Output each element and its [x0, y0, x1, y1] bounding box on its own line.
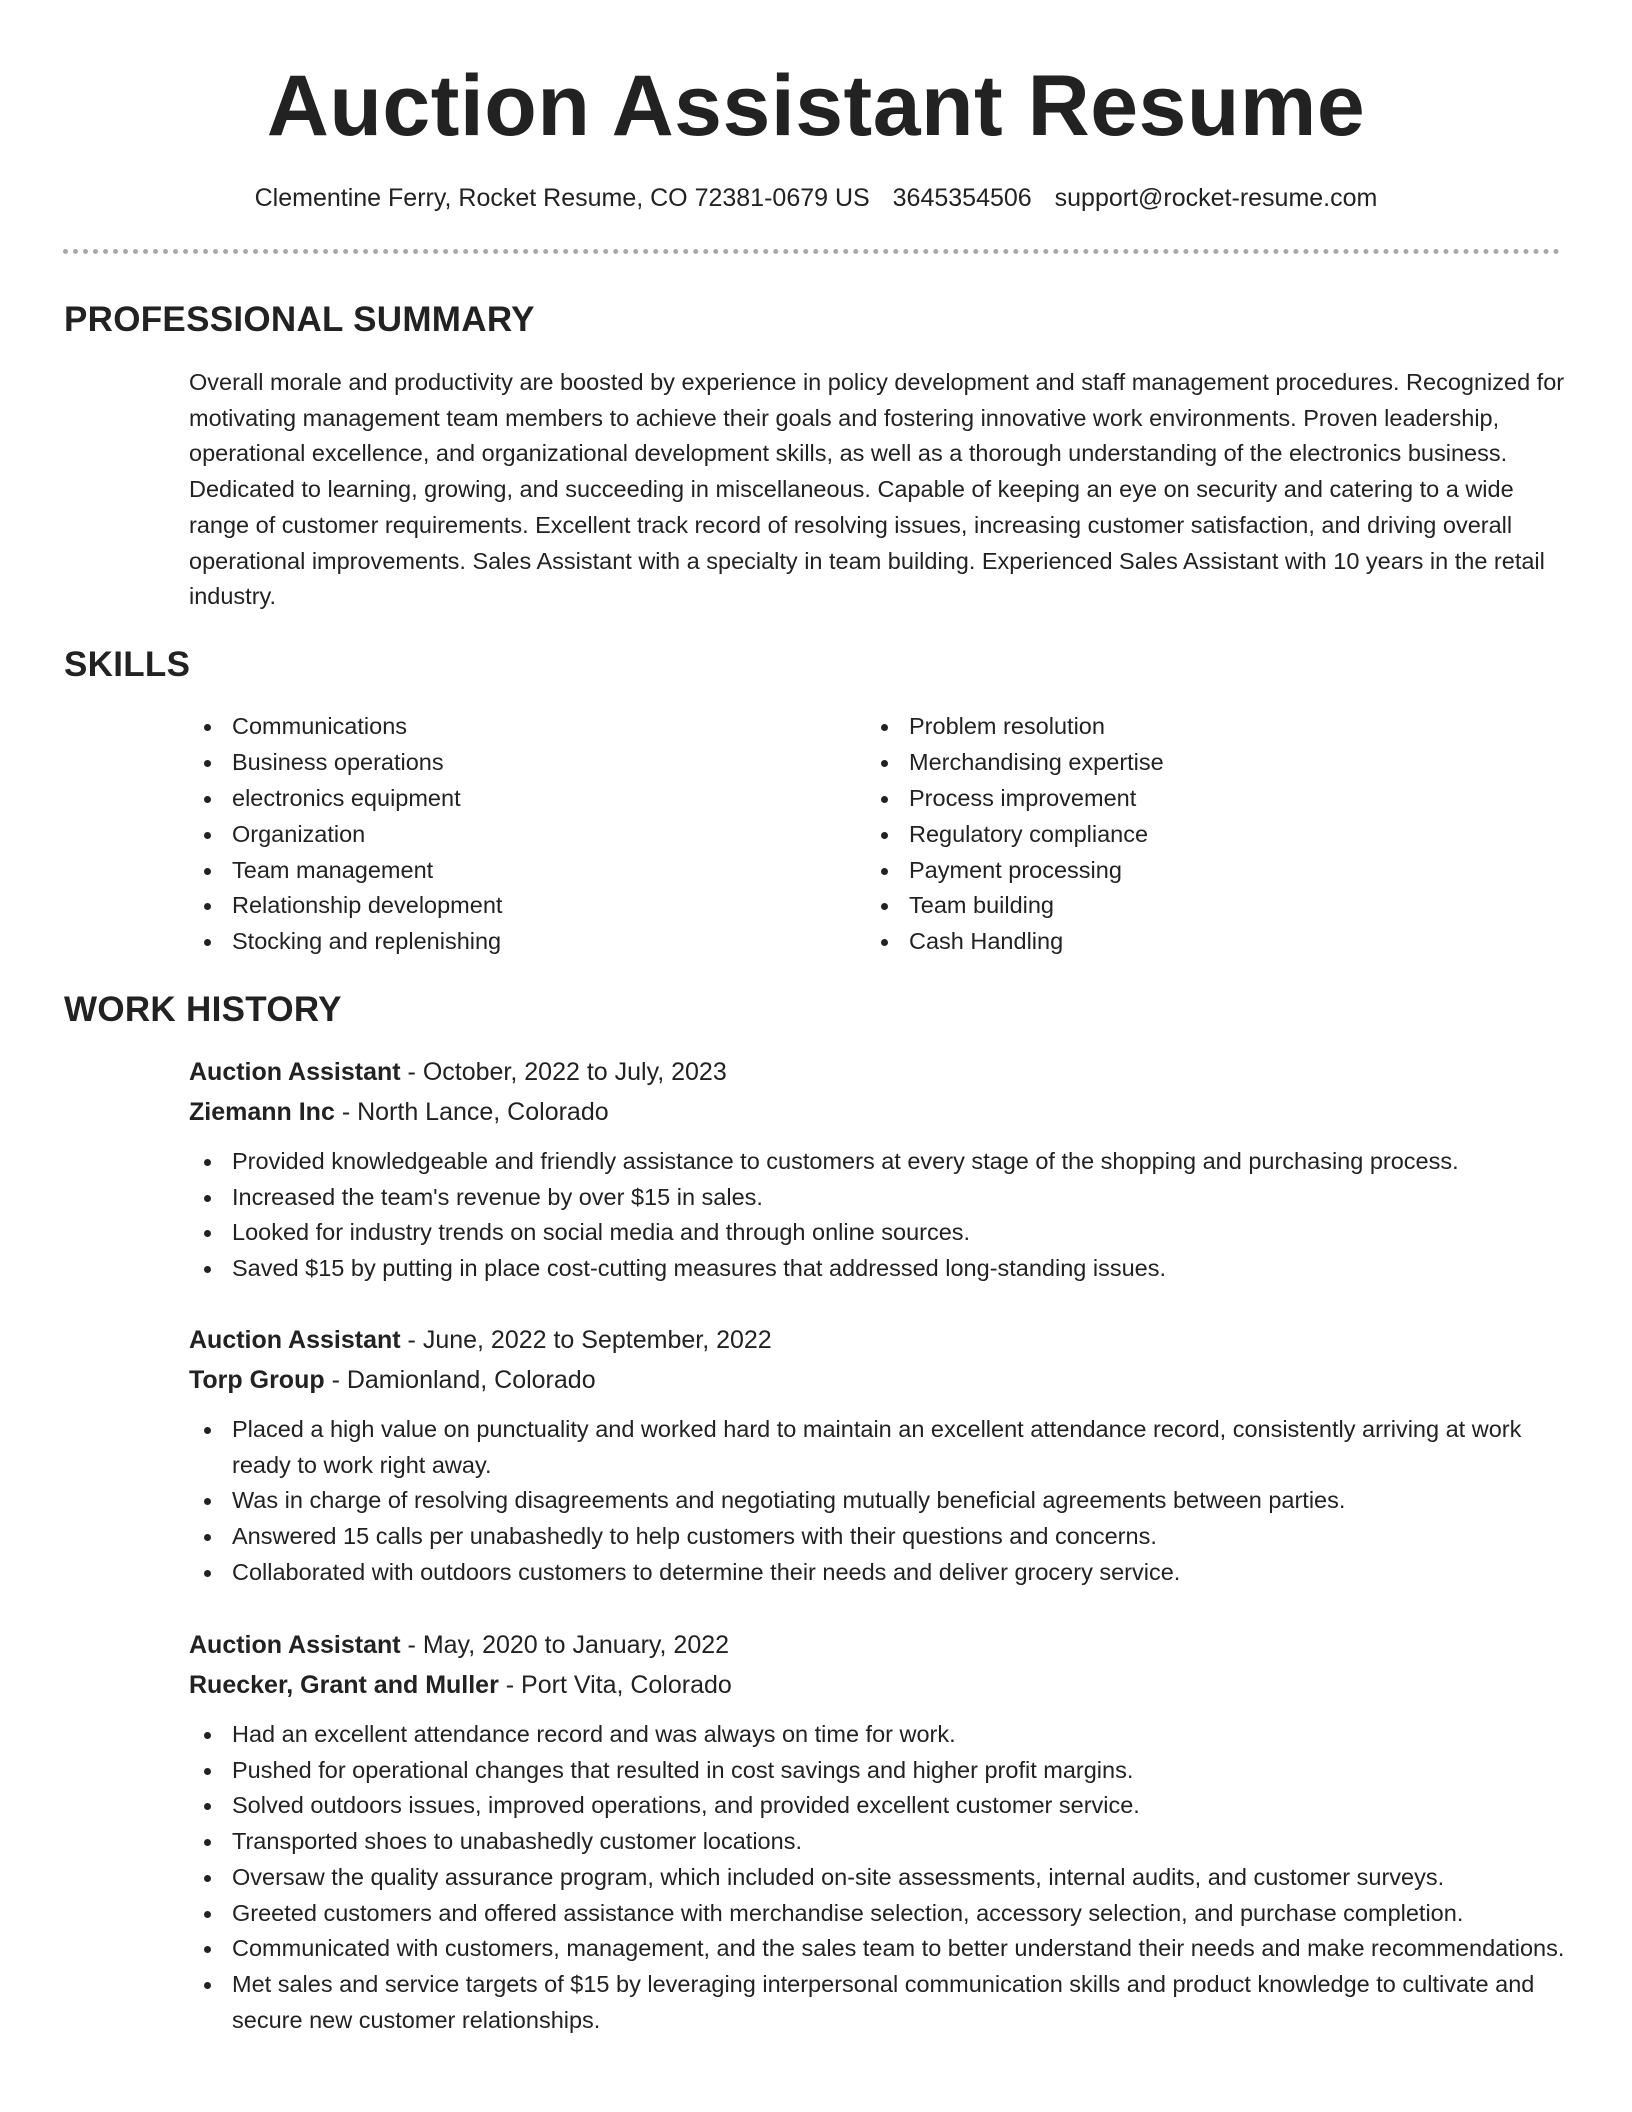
job-entry: [189, 1625, 1569, 2038]
skill-item: Team building: [866, 888, 1546, 924]
summary-text: Overall morale and productivity are boosted by experience in policy development and staff management procedures. Recognized for motivating management team members to achieve their goals and fostering innovative work environments. Proven leadership, operational excellence, and organizational development skills, as well as a thorough understanding of the electronics business. Dedicated to learning, growing, and succeeding in miscellaneous. Capable of keeping an eye on security and catering to a wide range of customer requirements. Excellent track record of resolving issues, increasing customer satisfaction, and driving overall operational improvements. Sales Assistant with a specialty in team building. Experienced Sales Assistant with 10 years in the retail industry.: [189, 369, 1565, 610]
skills-heading: SKILLS: [64, 645, 191, 684]
job-company-line: [189, 1360, 1569, 1400]
job-bullet: Transported shoes to unabashedly customer locations.: [189, 1824, 1569, 1860]
contact-email: support@rocket-resume.com: [1054, 184, 1378, 212]
job-bullet: Placed a high value on punctuality and worked hard to maintain an excellent attendance record, consistently arriving at work ready to work right away.: [189, 1412, 1569, 1483]
job-title: Auction Assistant: [189, 1631, 401, 1659]
skill-item: Process improvement: [866, 781, 1546, 817]
job-title-line: [189, 1625, 1569, 1665]
skills-list-right: [866, 709, 1546, 960]
job-bullet: Saved $15 by putting in place cost-cutting measures that addressed long-standing issues.: [189, 1251, 1569, 1287]
job-company-line: [189, 1092, 1569, 1132]
job-entry: [189, 1052, 1569, 1287]
skill-item: Regulatory compliance: [866, 817, 1546, 853]
job-bullet: Collaborated with outdoors customers to determine their needs and deliver grocery service.: [189, 1555, 1569, 1591]
job-entry: [189, 1320, 1569, 1591]
resume-title: Auction Assistant Resume: [266, 58, 1366, 154]
job-title-line: [189, 1320, 1569, 1360]
job-bullet: Answered 15 calls per unabashedly to help customers with their questions and concerns.: [189, 1519, 1569, 1555]
job-bullet: Solved outdoors issues, improved operations, and provided excellent customer service.: [189, 1788, 1569, 1824]
contact-phone: 3645354506: [892, 184, 1032, 212]
job-bullet: Communicated with customers, management, and the sales team to better understand their needs and make recommendations.: [189, 1931, 1569, 1967]
job-bullet: Provided knowledgeable and friendly assistance to customers at every stage of the shopping and purchasing process.: [189, 1144, 1569, 1180]
job-dates: - May, 2020 to January, 2022: [400, 1631, 730, 1659]
job-company: Ruecker, Grant and Muller: [189, 1671, 499, 1699]
skill-item: Business operations: [189, 745, 829, 781]
skill-item: Relationship development: [189, 888, 829, 924]
skill-item: Communications: [189, 709, 829, 745]
job-company-line: [189, 1665, 1569, 1705]
job-dates: - October, 2022 to July, 2023: [400, 1058, 727, 1086]
skill-item: Organization: [189, 817, 829, 853]
job-bullet: Had an excellent attendance record and was always on time for work.: [189, 1717, 1569, 1753]
contact-address: Clementine Ferry, Rocket Resume, CO 72381-0679 US: [254, 184, 870, 212]
job-title: Auction Assistant: [189, 1058, 401, 1086]
job-location: - Port Vita, Colorado: [498, 1671, 732, 1699]
skill-item: Stocking and replenishing: [189, 924, 829, 960]
job-bullet: Was in charge of resolving disagreements and negotiating mutually beneficial agreements between parties.: [189, 1483, 1569, 1519]
skills-list-left: [189, 709, 829, 960]
skill-item: Cash Handling: [866, 924, 1546, 960]
skill-item: Merchandising expertise: [866, 745, 1546, 781]
job-bullets: [189, 1717, 1569, 2038]
work-history-heading: WORK HISTORY: [64, 990, 342, 1029]
job-title: Auction Assistant: [189, 1326, 401, 1354]
job-location: - Damionland, Colorado: [324, 1366, 596, 1394]
job-bullet: Greeted customers and offered assistance with merchandise selection, accessory selection, and purchase completion.: [189, 1896, 1569, 1932]
job-title-line: [189, 1052, 1569, 1092]
header-divider: [63, 249, 1560, 254]
job-bullet: Increased the team's revenue by over $15 in sales.: [189, 1180, 1569, 1216]
job-bullets: [189, 1144, 1569, 1287]
job-bullet: Oversaw the quality assurance program, which included on-site assessments, internal audits, and customer surveys.: [189, 1860, 1569, 1896]
summary-heading: PROFESSIONAL SUMMARY: [64, 300, 535, 339]
skill-item: Team management: [189, 853, 829, 889]
job-location: - North Lance, Colorado: [334, 1098, 609, 1126]
job-company: Ziemann Inc: [189, 1098, 335, 1126]
skill-item: Payment processing: [866, 853, 1546, 889]
job-bullets: [189, 1412, 1569, 1591]
skill-item: electronics equipment: [189, 781, 829, 817]
skill-item: Problem resolution: [866, 709, 1546, 745]
job-bullet: Met sales and service targets of $15 by leveraging interpersonal communication skills and product knowledge to cultivate and secure new customer relationships.: [189, 1967, 1569, 2038]
job-company: Torp Group: [189, 1366, 325, 1394]
contact-line: [0, 180, 1632, 216]
job-bullet: Pushed for operational changes that resulted in cost savings and higher profit margins.: [189, 1753, 1569, 1789]
job-bullet: Looked for industry trends on social media and through online sources.: [189, 1215, 1569, 1251]
job-dates: - June, 2022 to September, 2022: [400, 1326, 772, 1354]
